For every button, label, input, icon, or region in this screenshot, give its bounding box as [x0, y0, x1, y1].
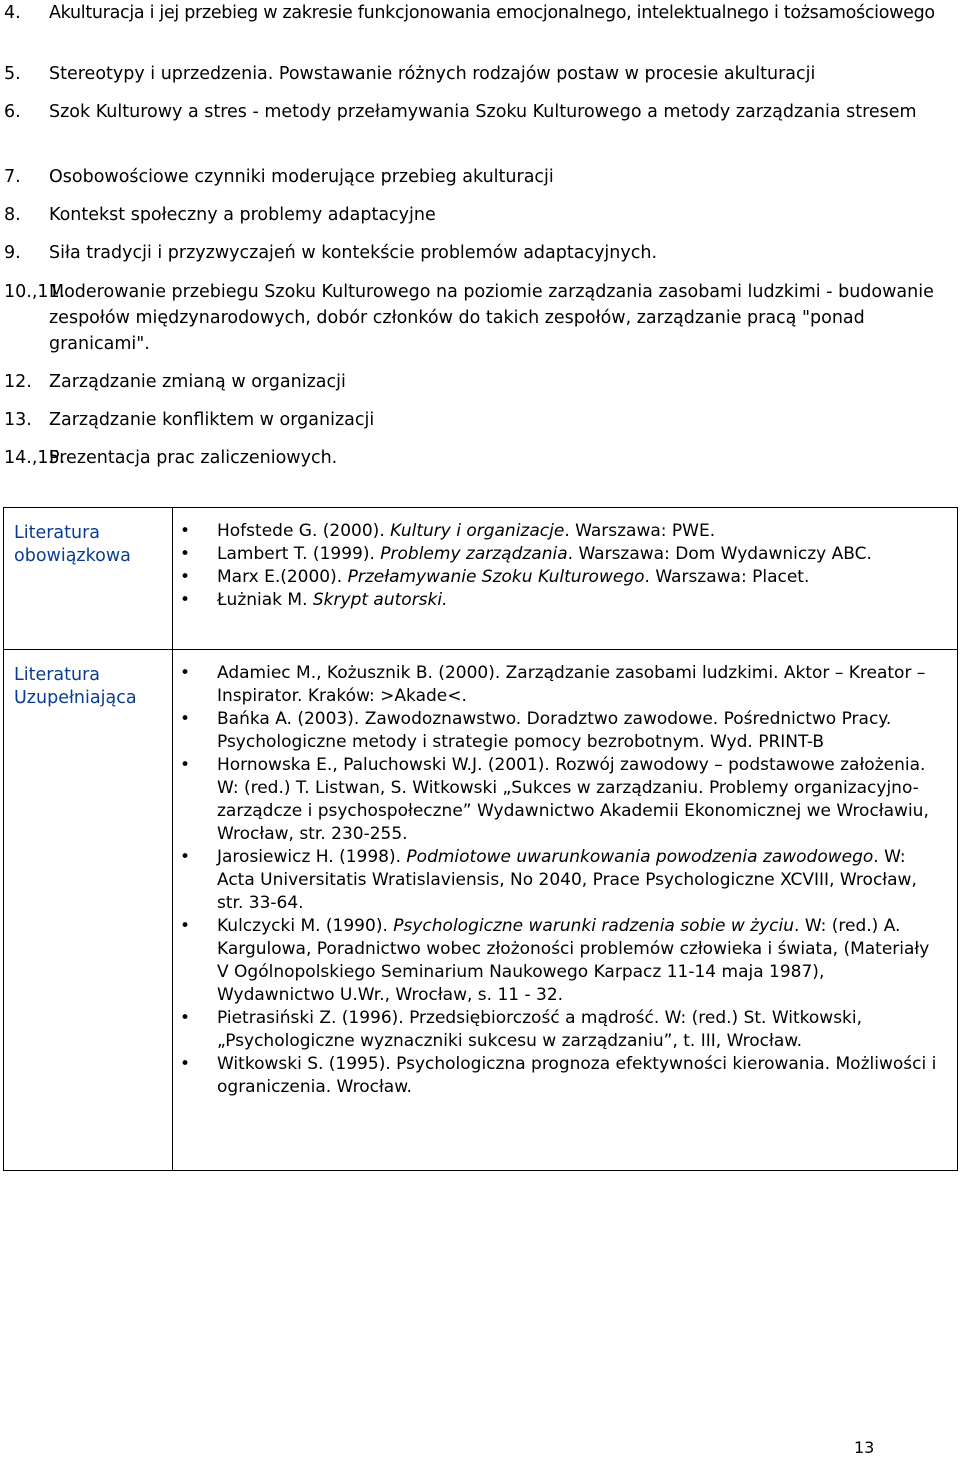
topic-text: Osobowościowe czynniki moderujące przebieg akulturacji: [49, 167, 554, 187]
topic-number: 9.: [4, 243, 21, 263]
topic-text: Moderowanie przebiegu Szoku Kulturowego na poziomie zarządzania zasobami ludzkimi - budowanie zespołów międzynarodowych, dobór członków do takich zespołów, zarządzanie pracą "ponad granicami".: [49, 282, 934, 354]
topic-number: 7.: [4, 167, 21, 187]
list-item: • Lambert T. (1999). Problemy zarządzania. Warszawa: Dom Wydawniczy ABC.: [173, 543, 943, 566]
topic-number: 13.: [4, 410, 32, 430]
list-item: • Pietrasiński Z. (1996). Przedsiębiorczość a mądrość. W: (red.) St. Witkowski, „Psychologiczne wyznaczniki sukcesu w zarządzaniu”, t. III, Wrocław.: [173, 1007, 943, 1053]
page-number: 13: [854, 1438, 875, 1457]
list-item: • Jarosiewicz H. (1998). Podmiotowe uwarunkowania powodzenia zawodowego. W: Acta Universitatis Wratislaviensis, No 2040, Prace Psychologiczne XCVIII, Wrocław, str. 33-64.: [173, 846, 943, 915]
literature-table: [3, 507, 958, 1171]
topic-text: Zarządzanie konfliktem w organizacji: [49, 410, 375, 430]
list-item: • Łużniak M. Skrypt autorski.: [173, 589, 943, 612]
list-item: • Kulczycki M. (1990). Psychologiczne warunki radzenia sobie w życiu. W: (red.) A. Kargulowa, Poradnictwo wobec złożoności problemów człowieka i świata, (Materiały V Ogólnopolskiego Seminarium Naukowego Karpacz 11-14 maja 1987), Wydawnictwo U.Wr., Wrocław, s. 11 - 32.: [173, 915, 943, 1007]
topic-text: Zarządzanie zmianą w organizacji: [49, 372, 346, 392]
topic-number: 12.: [4, 372, 32, 392]
topic-text: Siła tradycji i przyzwyczajeń w kontekście problemów adaptacyjnych.: [49, 243, 658, 263]
supplementary-literature-row: [4, 650, 958, 1171]
topic-number: 8.: [4, 205, 21, 225]
supplementary-literature-list: [173, 650, 958, 1171]
list-item: • Marx E.(2000). Przełamywanie Szoku Kulturowego. Warszawa: Placet.: [173, 566, 943, 589]
list-item: • Witkowski S. (1995). Psychologiczna prognoza efektywności kierowania. Możliwości i ograniczenia. Wrocław.: [173, 1053, 943, 1099]
list-item: • Adamiec M., Kożusznik B. (2000). Zarządzanie zasobami ludzkimi. Aktor – Kreator – Inspirator. Kraków: >Akade<.: [173, 662, 943, 708]
topic-number: 4.: [4, 3, 21, 23]
topic-number: 5.: [4, 64, 21, 84]
topic-number: 10.,11.: [4, 282, 66, 302]
required-literature-label: Literatura obowiązkowa: [4, 508, 173, 650]
list-item: • Hofstede G. (2000). Kultury i organizacje. Warszawa: PWE.: [173, 520, 943, 543]
topic-text: Stereotypy i uprzedzenia. Powstawanie różnych rodzajów postaw w procesie akulturacji: [49, 64, 816, 84]
required-literature-row: [4, 508, 958, 650]
topic-text: Szok Kulturowy a stres - metody przełamywania Szoku Kulturowego a metody zarządzania stresem: [49, 102, 917, 122]
topic-text: Prezentacja prac zaliczeniowych.: [49, 448, 338, 468]
topic-text: Kontekst społeczny a problemy adaptacyjne: [49, 205, 436, 225]
supplementary-literature-label: Literatura Uzupełniająca: [4, 650, 173, 1171]
list-item: • Hornowska E., Paluchowski W.J. (2001). Rozwój zawodowy – podstawowe założenia. W: (red.) T. Listwan, S. Witkowski „Sukces w zarządzaniu. Problemy organizacyjno-zarządcze i psychospołeczne” Wydawnictwo Akademii Ekonomicznej we Wrocławiu, Wrocław, str. 230-255.: [173, 754, 943, 846]
topic-number: 6.: [4, 102, 21, 122]
list-item: • Bańka A. (2003). Zawodoznawstwo. Doradztwo zawodowe. Pośrednictwo Pracy. Psychologiczne metody i strategie pomocy bezrobotnym. Wyd. PRINT-B: [173, 708, 943, 754]
topic-number: 14.,15.: [4, 448, 66, 468]
required-literature-list: [173, 508, 958, 650]
topic-text: Akulturacja i jej przebieg w zakresie funkcjonowania emocjonalnego, intelektualnego i tożsamościowego: [49, 3, 935, 23]
